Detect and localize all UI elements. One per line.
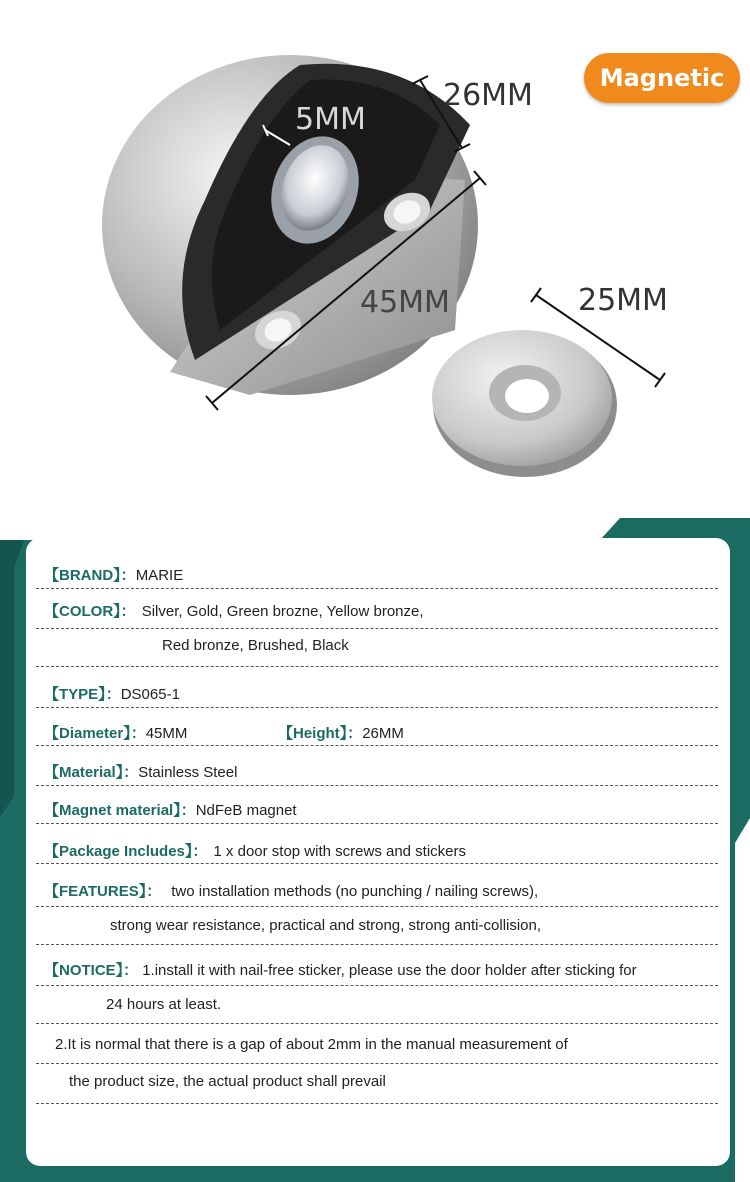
diameter-value: 45MM (145, 725, 188, 742)
magnet-material-row (44, 799, 726, 820)
divider (36, 1063, 718, 1064)
diameter-separator: ： (130, 725, 146, 742)
divider (36, 745, 718, 746)
type-separator: ： (105, 686, 121, 703)
notice-value-line4: the product size, the actual product shall prevail (69, 1073, 386, 1090)
type-label: 【TYPE】 (44, 686, 106, 703)
brand-value: MARIE (135, 567, 184, 584)
divider (36, 628, 718, 629)
brand-separator: ： (120, 567, 136, 584)
height-row (278, 722, 578, 743)
divider (36, 985, 718, 986)
divider (36, 863, 718, 864)
divider (36, 823, 718, 824)
features-label: 【FEATURES】 (44, 883, 147, 900)
plate-dimension-label: 25MM (578, 283, 668, 318)
material-label: 【Material】 (44, 764, 124, 781)
diameter-label: 【Diameter】 (44, 725, 131, 742)
divider (36, 1103, 718, 1104)
height-separator: ： (347, 725, 363, 742)
diameter-dimension-label: 45MM (360, 285, 450, 320)
package-separator: ： (192, 843, 208, 860)
magnet-material-separator: ： (180, 802, 196, 819)
brand-label: 【BRAND】 (44, 567, 121, 584)
divider (36, 944, 718, 945)
notice-label: 【NOTICE】 (44, 962, 124, 979)
color-value-line1: Silver, Gold, Green brozne, Yellow bronze, (141, 603, 424, 620)
magnetic-badge: Magnetic (584, 53, 740, 103)
type-value: DS065-1 (120, 686, 180, 703)
type-row (44, 683, 726, 704)
package-row (44, 840, 726, 861)
height-label: 【Height】 (278, 725, 348, 742)
divider (36, 785, 718, 786)
height-dimension-label: 26MM (443, 78, 533, 113)
divider (36, 707, 718, 708)
divider (36, 588, 718, 589)
material-separator: ： (123, 764, 139, 781)
notice-value-line2: 24 hours at least. (106, 996, 222, 1013)
features-row (44, 880, 726, 901)
divider (36, 906, 718, 907)
notice-value-line1: 1.install it with nail-free sticker, please use the door holder after sticking for (142, 962, 637, 979)
material-row (44, 761, 726, 782)
notice-row (44, 959, 726, 980)
notice-separator: ： (123, 962, 139, 979)
color-row (44, 600, 726, 621)
magnet-material-label: 【Magnet material】 (44, 802, 181, 819)
magnet-material-value: NdFeB magnet (195, 802, 297, 819)
divider (36, 666, 718, 667)
material-value: Stainless Steel (138, 764, 238, 781)
features-value-line2: strong wear resistance, practical and strong, strong anti-collision, (110, 917, 542, 934)
features-separator: ： (146, 883, 162, 900)
product-photo (0, 0, 750, 520)
magnet-dimension-label: 5MM (295, 102, 366, 137)
height-value: 26MM (362, 725, 404, 742)
color-separator: ： (120, 603, 136, 620)
package-label: 【Package Includes】 (44, 843, 193, 860)
color-label: 【COLOR】 (44, 603, 121, 620)
color-value-line2: Red bronze, Brushed, Black (162, 637, 349, 654)
notice-value-line3: 2.It is normal that there is a gap of about 2mm in the manual measurement of (55, 1036, 568, 1053)
divider (36, 1023, 718, 1024)
package-value: 1 x door stop with screws and stickers (213, 843, 467, 860)
brand-row (44, 564, 726, 585)
features-value-line1: two installation methods (no punching / nailing screws), (171, 883, 539, 900)
